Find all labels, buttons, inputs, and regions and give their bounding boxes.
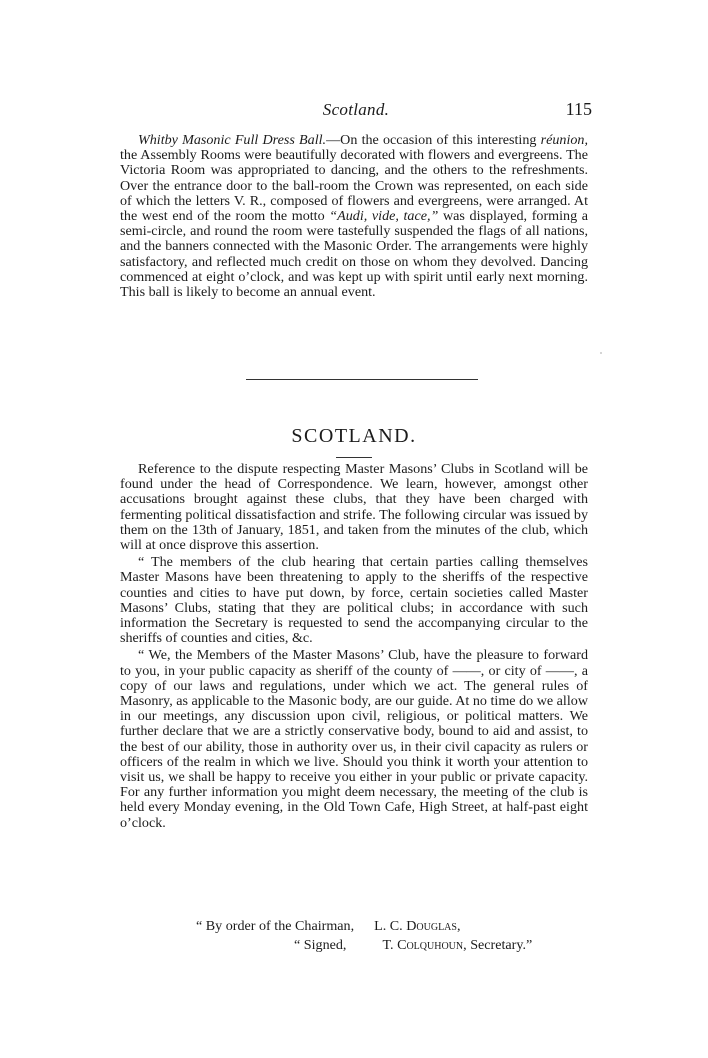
whitby-ball-article — [120, 133, 588, 300]
scotland-article — [120, 462, 588, 831]
quoted-paragraph-members: “ The members of the club hearing that certain parties calling themselves Master Masons have been threatening to apply to the sheriffs of the respective counties and cities to have put down, by force, certain societies called Master Masons’ Clubs, stating that they are political clubs; in accordance with such information the Secretary is requested to send the accompanying circular to the sheriffs of counties and cities, &c. — [120, 554, 588, 647]
running-header — [120, 100, 592, 122]
section-divider-rule — [246, 379, 478, 380]
section-title: SCOTLAND. — [291, 425, 417, 447]
motto-text: “Audi, vide, tace,” — [329, 208, 439, 225]
article-text-part-1: —On the occasion of this interesting — [326, 132, 541, 148]
signature-chairman-line — [196, 918, 461, 935]
intro-paragraph: Reference to the dispute respecting Master Masons’ Clubs in Scotland will be found under the head of Correspondence. We learn, however, amongst other accusations brought against these clubs, that they have been charged with fermenting political dissatisfaction and strife. The following circular was issued by them on the 13th of January, 1851, and taken from the minutes of the club, which will at once disprove this assertion. — [120, 461, 588, 554]
whitby-ball-paragraph — [120, 133, 588, 300]
chairman-name: L. C. Douglas, — [374, 918, 461, 934]
article-lead-title: Whitby Masonic Full Dress Ball. — [138, 132, 327, 148]
signature-signed-text: “ Signed, — [294, 937, 347, 953]
article-text-part-2: the Assembly Rooms were beautifully decorated with flowers and evergreens. The Victoria Room was appropriated to dancing, and the others to the refreshments. Over the entrance door to the ball-room the Crown was represented, on each side of which the letters V. R., composed of flowers and evergreens, were arranged. At the west end of the room the motto — [120, 147, 588, 225]
secretary-title: Secretary.” — [470, 937, 533, 953]
page-number: 115 — [565, 99, 592, 119]
article-text-part-3: was displayed, forming a semi-circle, and round the room were tastefully suspended the flags of all nations, and the banners connected with the Masonic Order. The arrangements were highly satisfactory, and reflected much credit on those on whom they devolved. Dancing commenced at eight o’clock, and was kept up with spirit until early next morning. This ball is likely to become an annual event. — [120, 208, 589, 301]
signature-secretary-line — [294, 937, 532, 954]
title-underline-rule — [336, 457, 372, 458]
reunion-word: réunion, — [540, 132, 588, 148]
running-title: Scotland. — [322, 100, 390, 119]
signature-order-text: “ By order of the Chairman, — [196, 918, 355, 934]
quoted-paragraph-circular: “ We, the Members of the Master Masons’ Club, have the pleasure to forward to you, in your public capacity as sheriff of the county of ——, or city of ——, a copy of our laws and regulations, under which we act. The general rules of Masonry, as applicable to the Masonic body, are our guide. At no time do we allow in our meetings, any discussion upon civil, religious, or political matters. We further declare that we are a strictly conservative body, bound to aid and assist, to the best of our ability, those in authority over us, in their civil capacity as rulers or officers of the realm in which we live. Should you think it worth your attention to visit us, we shall be happy to receive you either in your public or private capacity. For any further information you might deem necessary, the meeting of the club is held every Monday evening, in the Old Town Cafe, High Street, at half-past eight o’clock. — [120, 647, 588, 831]
secretary-name: T. Colquhoun, — [382, 937, 467, 953]
paper-speck — [600, 352, 602, 354]
